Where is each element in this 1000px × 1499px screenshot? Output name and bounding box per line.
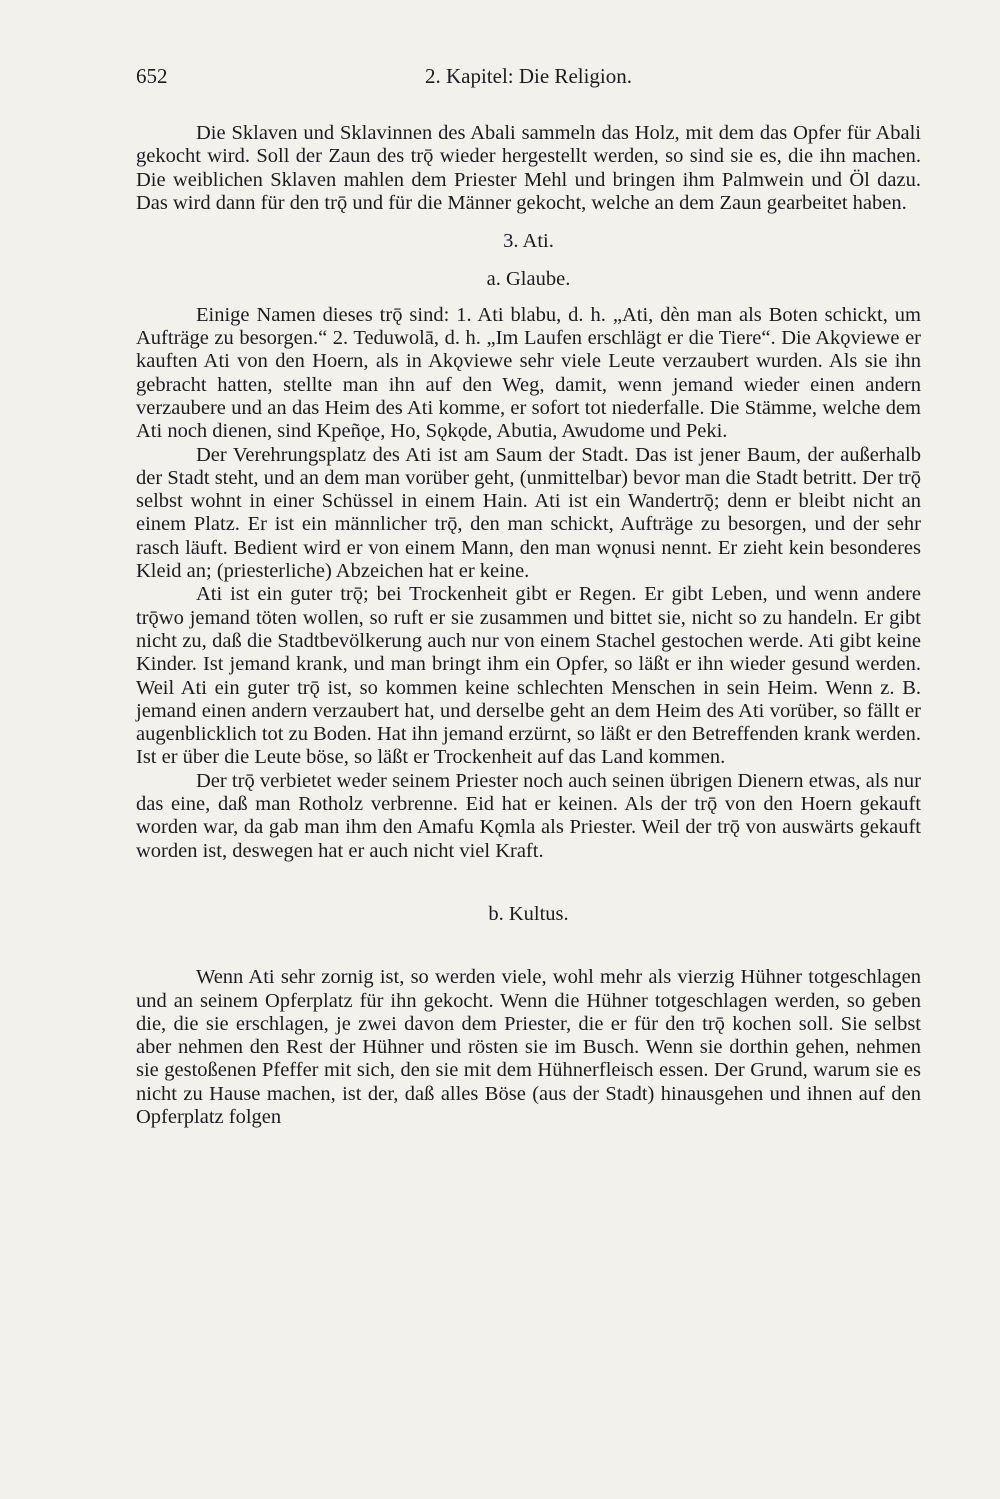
paragraph-cult: Wenn Ati sehr zornig ist, so werden viele, wohl mehr als vierzig Hühner totgeschlagen und an seinem Opferplatz für ihn gekocht. Wenn die Hühner totgeschlagen werden, so geben die, die sie erschlagen, je zwei davon dem Priester, die er für den trǭ kochen soll. Sie selbst aber nehmen den Rest der Hühner und rösten sie im Busch. Wenn sie dorthin gehen, nehmen sie gestoßenen Pfeffer mit sich, den sie mit dem Hühnerfleisch essen. Der Grund, warum sie es nicht zu Hause machen, ist der, daß alles Böse (aus der Stadt) hinausgehen und ihnen auf den Opferplatz folgen	[136, 966, 921, 1128]
paragraph-names: Einige Namen dieses trǭ sind: 1. Ati blabu, d. h. „Ati, dèn man als Boten schickt, um Aufträge zu besorgen.“ 2. Teduwolā, d. h. „Im Laufen erschlägt er die Tiere“. Die Akǫviewe er kauften Ati von den Hoern, als in Akǫviewe sehr viele Leute verzaubert wurden. Als sie ihn gebracht hatten, stellte man ihn auf den Weg, damit, wenn jemand wieder einen andern verzaubere und an das Heim des Ati komme, er sofort tot niederfalle. Die Stämme, welche dem Ati noch dienen, sind Kpeñǫe, Ho, Sǫkǫde, Abutia, Awudome und Peki.	[136, 303, 921, 443]
subsection-heading-glaube: a. Glaube.	[486, 268, 571, 291]
page-body	[136, 122, 921, 1129]
running-title: 2. Kapitel: Die Religion.	[424, 64, 633, 88]
paragraph-slaves: Die Sklaven und Sklavinnen des Abali sammeln das Holz, mit dem das Opfer für Abali gekocht wird. Soll der Zaun des trǭ wieder hergestellt werden, so sind sie es, die ihn machen. Die weiblichen Sklaven mahlen dem Priester Mehl und bringen ihm Palmwein und Öl dazu. Das wird dann für den trǭ und für die Männer gekocht, welche an dem Zaun gearbeitet haben.	[136, 122, 921, 214]
section-heading-ati: 3. Ati.	[503, 230, 554, 253]
subsection-heading-kultus: b. Kultus.	[488, 902, 569, 925]
page-number: 652	[136, 64, 168, 88]
paragraph-prohibitions: Der trǭ verbietet weder seinem Priester noch auch seinen übrigen Dienern etwas, als nur das eine, daß man Rotholz verbrenne. Eid hat er keinen. Als der trǭ von den Hoern gekauft worden war, da gab man ihm den Amafu Kǫmla als Priester. Weil der trǭ von auswärts gekauft worden ist, deswegen hat er auch nicht viel Kraft.	[136, 769, 921, 862]
page-header	[136, 60, 921, 92]
paragraph-worship-place: Der Verehrungsplatz des Ati ist am Saum der Stadt. Das ist jener Baum, der außerhalb der Stadt steht, und an dem man vorüber geht, (unmittelbar) bevor man die Stadt betritt. Der trǭ selbst wohnt in einer Schüssel in einem Hain. Ati ist ein Wandertrǭ; denn er bleibt nicht an einem Platz. Er ist ein männlicher trǭ, den man schickt, Aufträge zu besorgen, und der sehr rasch läuft. Bedient wird er von einem Mann, den man wǫnusi nennt. Er zieht kein besonderes Kleid an; (priesterliche) Abzeichen hat er keine.	[136, 443, 921, 583]
paragraph-good-tro: Ati ist ein guter trǭ; bei Trockenheit gibt er Regen. Er gibt Leben, und wenn andere trǭwo jemand töten wollen, so ruft er sie zusammen und bittet sie, nicht so zu handeln. Er gibt nicht zu, daß die Stadtbevölkerung auch nur von einem Stachel gestochen werde. Ati gibt keine Kinder. Ist jemand krank, und man bringt ihm ein Opfer, so läßt er ihn wieder gesund werden. Weil Ati ein guter trǭ ist, so kommen keine schlechten Menschen in sein Heim. Wenn z. B. jemand einen andern verzaubert hat, und derselbe geht an dem Heim des Ati vorüber, so fällt er augenblicklich tot zu Boden. Hat ihn jemand erzürnt, so läßt er den Betreffenden krank werden. Ist er über die Leute böse, so läßt er Trockenheit auf das Land kommen.	[136, 583, 921, 769]
